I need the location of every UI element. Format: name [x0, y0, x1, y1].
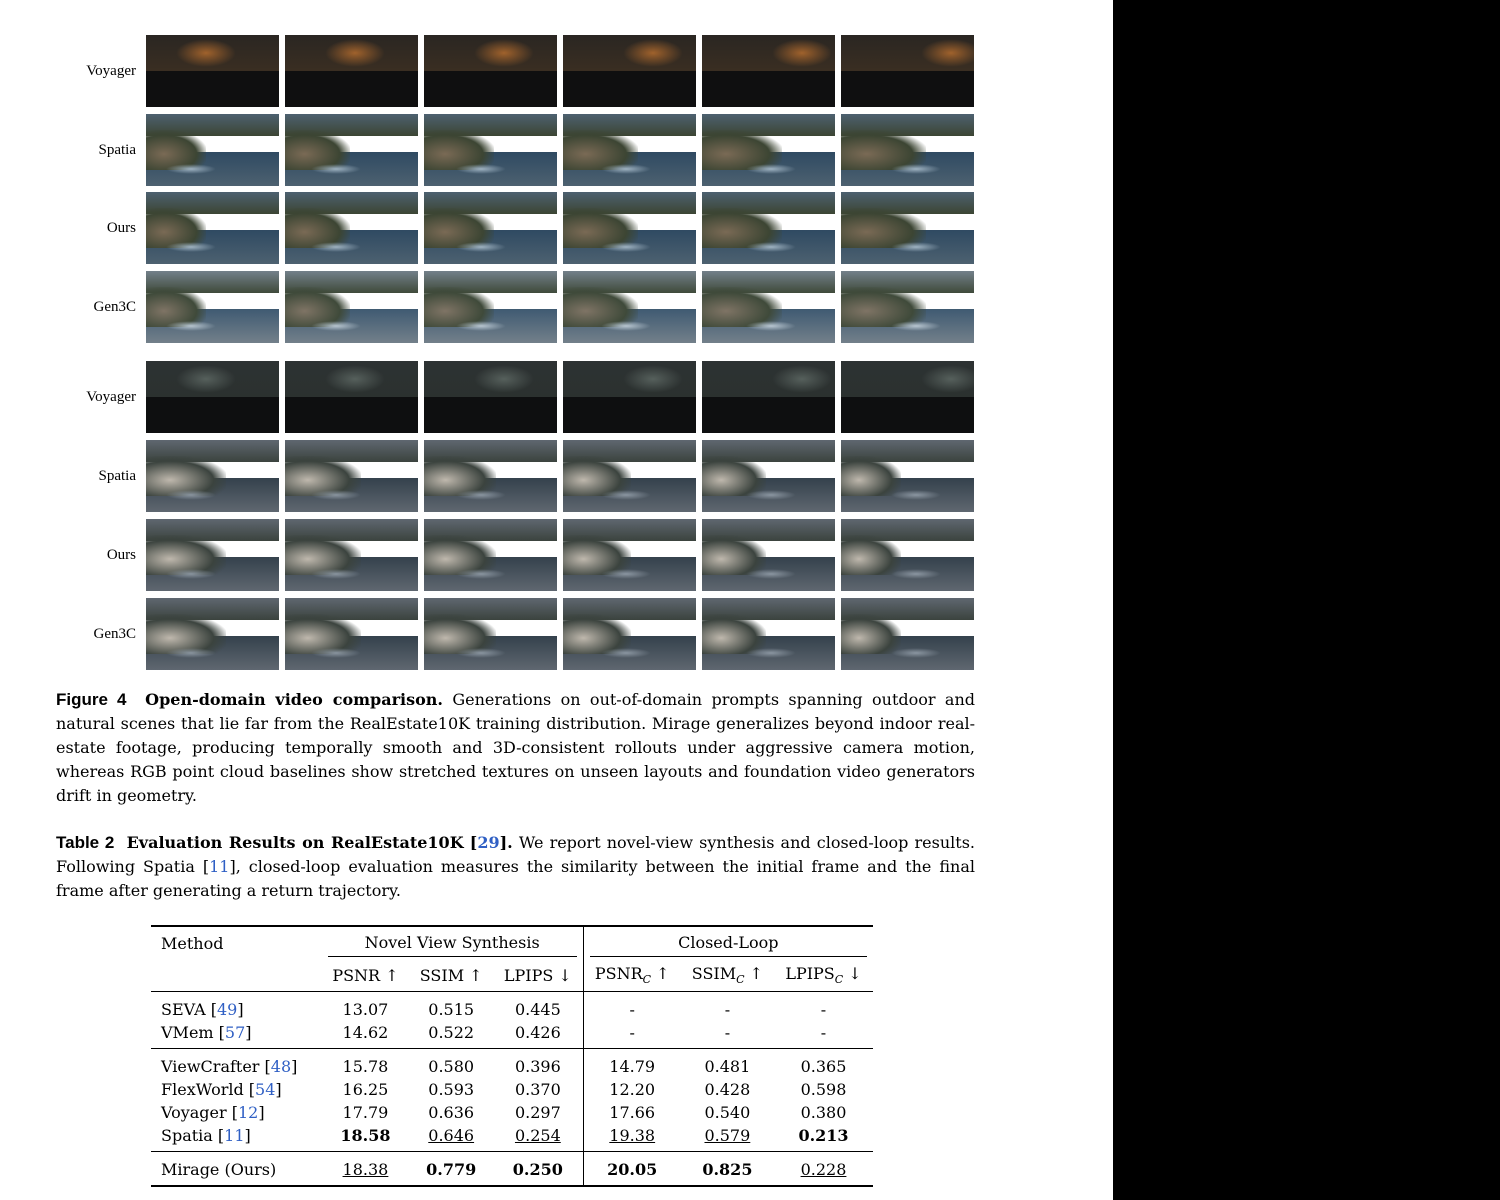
video-frame-thumbnail: [285, 598, 418, 670]
method-name: FlexWorld [54]: [161, 1080, 282, 1099]
video-frame-thumbnail: [702, 598, 835, 670]
table-caption-tag: Table 2: [56, 833, 115, 852]
table-row: [151, 1021, 873, 1049]
row-label: Voyager: [86, 389, 136, 405]
right-black-margin: [1113, 0, 1500, 1200]
method-name: Mirage (Ours): [161, 1160, 277, 1179]
cell-ssim: 0.636: [428, 1103, 475, 1122]
cell-ssim-c: 0.428: [704, 1080, 751, 1099]
table-row: [151, 1049, 873, 1079]
col-psnr-c: $PSNR_C$ ↑: [583, 959, 681, 992]
video-frame-thumbnail: [285, 192, 418, 264]
cell-lpips-c: 0.598: [800, 1080, 847, 1099]
video-frame-thumbnail: [563, 271, 696, 343]
method-name: VMem [57]: [161, 1023, 252, 1042]
cell-psnr-c: 20.05: [583, 1152, 681, 1187]
col-psnr: PSNR ↑: [332, 965, 399, 985]
cell-lpips-c: -: [820, 1023, 827, 1042]
table-caption-body-cite[interactable]: 11: [209, 857, 230, 876]
citation-link[interactable]: 57: [224, 1023, 246, 1042]
cell-lpips-c: -: [820, 1000, 827, 1019]
cell-psnr: 14.62: [342, 1023, 389, 1042]
video-frame-thumbnail: [702, 192, 835, 264]
table-row: [151, 1101, 873, 1124]
cell-ssim-c: -: [724, 1000, 731, 1019]
video-frame-thumbnail: [285, 271, 418, 343]
cell-ssim: 0.646: [428, 1126, 475, 1145]
method-name: ViewCrafter [48]: [161, 1057, 298, 1076]
col-lpips: LPIPS ↓: [503, 965, 572, 985]
cell-psnr: 18.38: [342, 1160, 389, 1179]
cell-ssim: 0.580: [428, 1057, 475, 1076]
method-name: SEVA [49]: [161, 1000, 244, 1019]
video-frame-thumbnail: [424, 598, 557, 670]
video-frame-thumbnail: [702, 271, 835, 343]
video-frame-thumbnail: [563, 35, 696, 107]
citation-link[interactable]: 11: [224, 1126, 245, 1145]
video-frame-thumbnail: [424, 440, 557, 512]
video-frame-thumbnail: [702, 114, 835, 186]
citation-link[interactable]: 54: [255, 1080, 276, 1099]
citation-link[interactable]: 49: [217, 1000, 238, 1019]
video-frame-thumbnail: [285, 440, 418, 512]
method-name: Spatia [11]: [161, 1126, 251, 1145]
cell-psnr: 13.07: [342, 1000, 389, 1019]
cell-ssim-c: 0.825: [702, 1160, 753, 1179]
cell-lpips: 0.254: [514, 1126, 561, 1145]
cell-lpips-c: 0.365: [800, 1057, 847, 1076]
video-frame-thumbnail: [841, 361, 974, 433]
video-frame-thumbnail: [563, 114, 696, 186]
cell-psnr-c: -: [583, 1021, 681, 1049]
row-label: Voyager: [86, 63, 136, 79]
video-frame-thumbnail: [146, 192, 279, 264]
row-label: Spatia: [98, 468, 136, 484]
video-frame-thumbnail: [424, 114, 557, 186]
table-caption-body-a: We report novel-view synthesis and closed-loop results. Following Spatia [: [56, 833, 976, 876]
figure-caption-title: Open-domain video comparison.: [145, 690, 443, 709]
cell-psnr-c: 17.66: [583, 1101, 681, 1124]
cell-lpips-c: 0.380: [800, 1103, 847, 1122]
citation-link[interactable]: 12: [237, 1103, 259, 1122]
header-novel-view-synthesis: Novel View Synthesis: [322, 926, 584, 959]
video-frame-thumbnail: [702, 35, 835, 107]
row-label: Ours: [106, 220, 136, 236]
video-frame-thumbnail: [146, 440, 279, 512]
col-ssim-c: $SSIM_C$ ↑: [691, 963, 764, 987]
header-method: Method: [161, 933, 224, 953]
cell-psnr: 15.78: [342, 1057, 389, 1076]
video-frame-thumbnail: [841, 440, 974, 512]
cell-lpips: 0.250: [512, 1160, 563, 1179]
video-frame-thumbnail: [563, 361, 696, 433]
video-frame-thumbnail: [563, 519, 696, 591]
cell-ssim: 0.515: [428, 1000, 475, 1019]
table-caption-title-cite[interactable]: 29: [477, 833, 500, 852]
table-caption-body-b: ], closed-loop evaluation measures the similarity between the initial frame and the final frame after generating a return trajectory.: [56, 857, 975, 900]
method-name: Voyager [12]: [161, 1103, 265, 1122]
cell-psnr: 16.25: [342, 1080, 389, 1099]
video-frame-thumbnail: [146, 271, 279, 343]
video-frame-thumbnail: [424, 35, 557, 107]
cell-psnr-c: 12.20: [583, 1078, 681, 1101]
row-label: Gen3C: [93, 626, 136, 642]
video-frame-thumbnail: [285, 35, 418, 107]
video-frame-thumbnail: [146, 519, 279, 591]
cell-lpips: 0.370: [514, 1080, 561, 1099]
table-caption: Table 2 Evaluation Results on RealEstate10K [29]. We report novel-view synthesis and closed-loop results. Following Spatia [11], closed-loop evaluation measures the similarity between the initial frame and the final frame after generating a return trajectory.: [56, 833, 976, 900]
video-frame-thumbnail: [424, 271, 557, 343]
video-frame-thumbnail: [285, 114, 418, 186]
table-row: [151, 1124, 873, 1152]
citation-link[interactable]: 48: [270, 1057, 292, 1076]
cell-lpips-c: 0.228: [800, 1160, 847, 1179]
video-frame-thumbnail: [424, 519, 557, 591]
row-label: Ours: [106, 547, 136, 563]
video-frame-thumbnail: [563, 598, 696, 670]
table-row: [151, 1152, 873, 1187]
figure-caption-body: Generations on out-of-domain prompts spanning outdoor and natural scenes that lie far from the RealEstate10K training distribution. Mirage generalizes beyond indoor real-estate footage, producing temporally smooth and 3D-consistent rollouts under aggressive camera motion, whereas RGB point cloud baselines show stretched textures on unseen layouts and foundation video generators drift in geometry.: [56, 690, 976, 805]
video-frame-thumbnail: [285, 361, 418, 433]
cell-psnr: 18.58: [340, 1126, 391, 1145]
video-frame-thumbnail: [424, 361, 557, 433]
video-frame-thumbnail: [424, 192, 557, 264]
video-frame-thumbnail: [702, 440, 835, 512]
cell-lpips-c: 0.213: [798, 1126, 849, 1145]
cell-ssim: 0.522: [428, 1023, 475, 1042]
video-frame-thumbnail: [841, 519, 974, 591]
row-label: Gen3C: [93, 299, 136, 315]
cell-lpips: 0.396: [514, 1057, 561, 1076]
cell-psnr-c: 14.79: [583, 1049, 681, 1079]
cell-psnr-c: 19.38: [583, 1124, 681, 1152]
header-closed-loop: Closed-Loop: [583, 926, 873, 959]
video-frame-thumbnail: [841, 35, 974, 107]
video-frame-thumbnail: [285, 519, 418, 591]
table-row: [151, 1078, 873, 1101]
figure-caption: [56, 688, 975, 808]
cell-lpips: 0.297: [514, 1103, 561, 1122]
cell-lpips: 0.426: [514, 1023, 561, 1042]
cell-psnr: 17.79: [342, 1103, 389, 1122]
video-frame-thumbnail: [146, 361, 279, 433]
cell-ssim-c: 0.481: [704, 1057, 751, 1076]
cell-ssim: 0.593: [428, 1080, 475, 1099]
results-table: [151, 925, 873, 1187]
row-label: Spatia: [98, 142, 136, 158]
video-frame-thumbnail: [841, 114, 974, 186]
cell-ssim-c: 0.540: [704, 1103, 751, 1122]
video-frame-thumbnail: [841, 271, 974, 343]
video-frame-thumbnail: [563, 192, 696, 264]
cell-psnr-c: -: [583, 992, 681, 1022]
video-frame-thumbnail: [146, 114, 279, 186]
video-frame-thumbnail: [841, 598, 974, 670]
col-ssim: SSIM ↑: [419, 965, 483, 985]
video-frame-thumbnail: [146, 598, 279, 670]
table-row: [151, 992, 873, 1022]
cell-ssim-c: -: [724, 1023, 731, 1042]
video-frame-thumbnail: [563, 440, 696, 512]
figure-caption-tag: Figure 4: [56, 690, 127, 709]
col-lpips-c: $LPIPS_C$ ↓: [785, 963, 862, 987]
table-caption-title: Evaluation Results on RealEstate10K: [126, 833, 464, 852]
video-frame-thumbnail: [841, 192, 974, 264]
cell-lpips: 0.445: [514, 1000, 561, 1019]
cell-ssim-c: 0.579: [704, 1126, 751, 1145]
cell-ssim: 0.779: [426, 1160, 477, 1179]
video-frame-thumbnail: [146, 35, 279, 107]
video-frame-thumbnail: [702, 361, 835, 433]
video-frame-thumbnail: [702, 519, 835, 591]
